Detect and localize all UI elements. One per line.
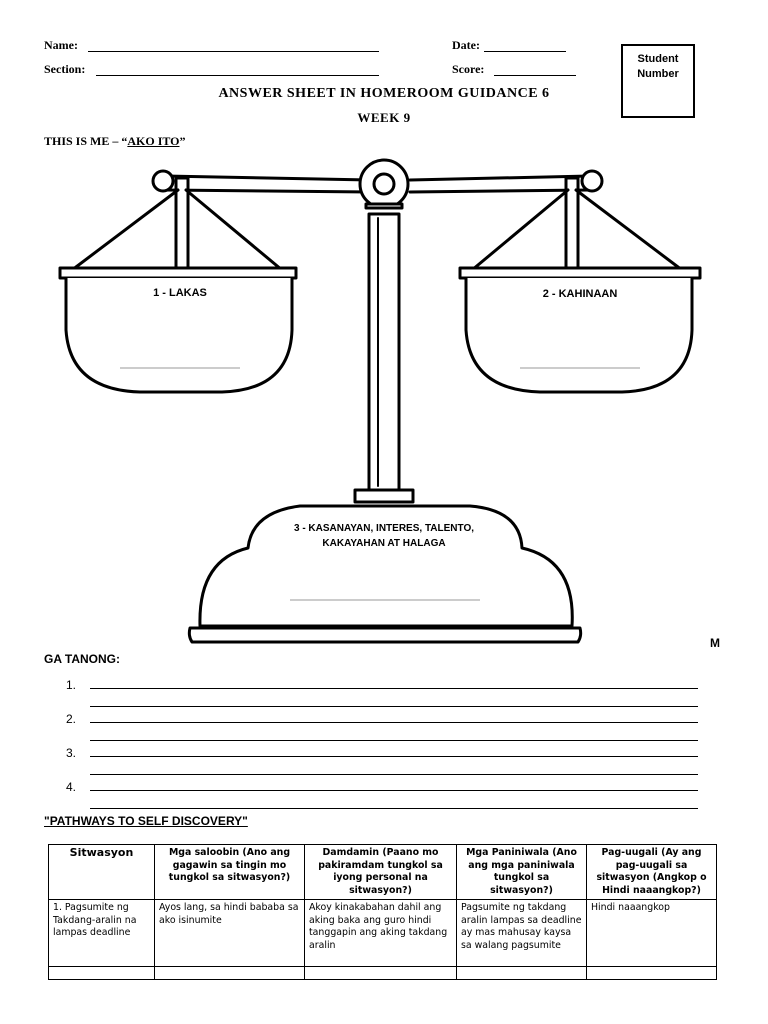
beam-left-ring	[153, 171, 173, 191]
cell-paguugali[interactable]: Hindi naaangkop	[587, 900, 717, 967]
base-label-line2: KAKAYAHAN AT HALAGA	[322, 538, 446, 549]
student-number-label-line2: Number	[637, 68, 679, 80]
cell-paguugali[interactable]	[587, 967, 717, 980]
scale-pillar	[369, 214, 399, 490]
name-label: Name:	[44, 38, 78, 52]
cell-damdamin[interactable]: Akoy kinakabahan dahil ang aking baka ang guro hindi tanggapin ang aking takdang aralin	[305, 900, 457, 967]
this-is-me-prefix: THIS IS ME – “	[44, 134, 128, 148]
right-pan-rim	[460, 268, 700, 278]
answer-line-1b[interactable]	[90, 706, 698, 707]
pathways-table	[48, 844, 717, 980]
this-is-me-underlined: AKO ITO	[127, 134, 180, 148]
stray-letter: M	[710, 636, 720, 650]
header-damdamin: Damdamin (Paano mo pakiramdam tungkol sa iyong personal na sitwasyon?)	[305, 845, 457, 900]
answer-line-4b[interactable]	[90, 808, 698, 809]
week-label: WEEK 9	[357, 110, 411, 125]
question-number-1: 1.	[66, 678, 77, 692]
table-header-row	[49, 845, 717, 900]
answer-line-1a[interactable]	[90, 688, 698, 689]
table-row	[49, 967, 717, 980]
header-sitwasyon: Sitwasyon	[49, 845, 155, 900]
cell-paniniwala[interactable]	[457, 967, 587, 980]
student-number-box[interactable]	[621, 44, 695, 118]
date-label: Date:	[452, 38, 480, 52]
pillar-cap	[366, 204, 402, 208]
base-label-line1: 3 - KASANAYAN, INTERES, TALENTO,	[293, 523, 475, 534]
question-number-4: 4.	[66, 780, 77, 794]
questions-heading: GA TANONG:	[44, 652, 120, 666]
header-paguugali: Pag-uugali (Ay ang pag-uugali sa sitwasyon (Angkop o Hindi naaangkop?)	[587, 845, 717, 900]
this-is-me-suffix: ”	[179, 134, 186, 148]
balance-scale-illustration	[0, 150, 768, 650]
header-paniniwala: Mga Paniniwala (Ano ang mga paniniwala tungkol sa sitwasyon?)	[457, 845, 587, 900]
cell-sitwasyon[interactable]	[49, 967, 155, 980]
date-field[interactable]	[484, 51, 566, 52]
section-label: Section:	[44, 62, 86, 76]
score-label: Score:	[452, 62, 485, 76]
header-saloobin: Mga saloobin (Ano ang gagawin sa tingin mo tungkol sa sitwasyon?)	[155, 845, 305, 900]
cell-damdamin[interactable]	[305, 967, 457, 980]
beam-right-ring	[582, 171, 602, 191]
pillar-foot	[355, 490, 413, 502]
answer-line-2b[interactable]	[90, 740, 698, 741]
answer-line-3a[interactable]	[90, 756, 698, 757]
scale-base-plate	[189, 628, 580, 642]
name-field[interactable]	[88, 51, 379, 52]
pathways-heading: "PATHWAYS TO SELF DISCOVERY"	[44, 814, 248, 828]
question-number-2: 2.	[66, 712, 77, 726]
section-heading-this-is-me	[44, 134, 185, 149]
pivot-inner	[374, 174, 394, 194]
answer-line-3b[interactable]	[90, 774, 698, 775]
answer-line-4a[interactable]	[90, 790, 698, 791]
left-pan-rim	[60, 268, 296, 278]
cell-sitwasyon[interactable]: 1. Pagsumite ng Takdang-aralin na lampas deadline	[49, 900, 155, 967]
score-field[interactable]	[494, 75, 576, 76]
student-number-label-line1: Student	[637, 53, 679, 65]
page-title: ANSWER SHEET IN HOMEROOM GUIDANCE 6	[218, 86, 550, 101]
answer-line-2a[interactable]	[90, 722, 698, 723]
right-pan-label: 2 - KAHINAAN	[542, 288, 618, 300]
cell-saloobin[interactable]: Ayos lang, sa hindi bababa sa ako isinumite	[155, 900, 305, 967]
left-pan-label: 1 - LAKAS	[153, 287, 207, 299]
section-field[interactable]	[96, 75, 379, 76]
question-number-3: 3.	[66, 746, 77, 760]
cell-paniniwala[interactable]: Pagsumite ng takdang aralin lampas sa deadline ay mas mahusay kaysa sa walang pagsumite	[457, 900, 587, 967]
cell-saloobin[interactable]	[155, 967, 305, 980]
table-row	[49, 900, 717, 967]
